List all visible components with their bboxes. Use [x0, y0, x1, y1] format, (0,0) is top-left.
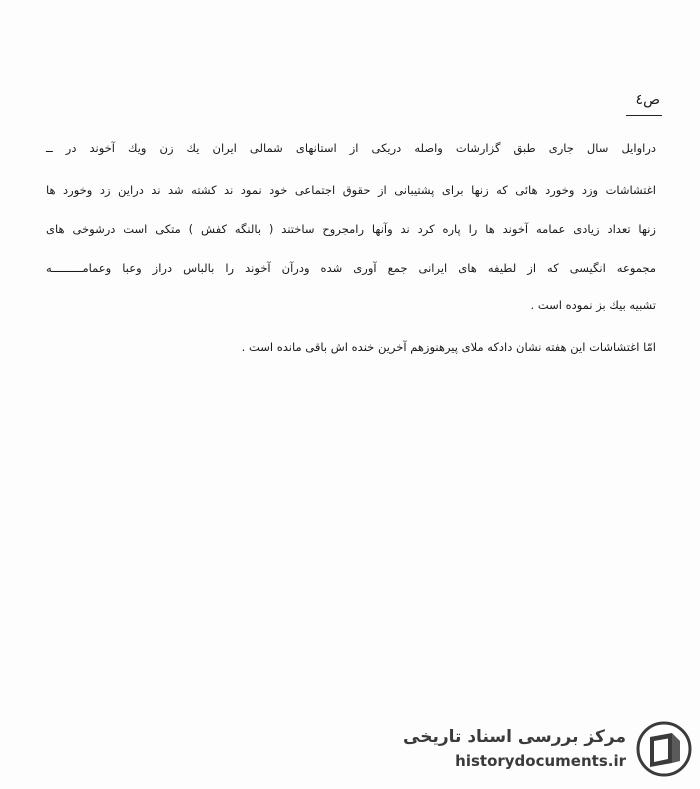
paragraph-line-1: دراوایل سال جاری طبق گزارشات واصله دریکی از استانهای شمالی ایران یك زن ویك آخوند در ــ — [46, 141, 656, 155]
paragraph-line-5: تشبیه بیك بز نموده است . — [530, 298, 656, 312]
paragraph-line-3: زنها تعداد زیادی عمامه آخوند ها را پاره کرد ند وآنها رامجروح ساختند ( بالنگه کفش ) متکی است درشوخی های — [46, 222, 656, 236]
watermark-title: مرکز بررسی اسناد تاریخی — [403, 727, 626, 747]
watermark-url: historydocuments.ir — [455, 752, 626, 770]
document-archive-icon — [636, 721, 692, 777]
page-number-underline — [626, 115, 662, 116]
page-number: ص٤ — [635, 92, 660, 108]
closing-paragraph: امّا اغتشاشات این هفته نشان دادکه ملای پیرهنوزهم آخرین خنده اش باقی مانده است . — [241, 340, 656, 354]
paragraph-line-2: اغتشاشات وزد وخورد هائی که زنها برای پشتیبانی از حقوق اجتماعی خود نمود ند کشته شد ند دراین زد وخورد ها — [46, 183, 656, 197]
watermark-logo — [403, 719, 692, 779]
paragraph-line-4: مجموعه انگیسی که از لطیفه های ایرانی جمع آوری شده ودرآن آخوند را بالباس دراز وعبا وعمامـــــــــه — [46, 261, 656, 275]
